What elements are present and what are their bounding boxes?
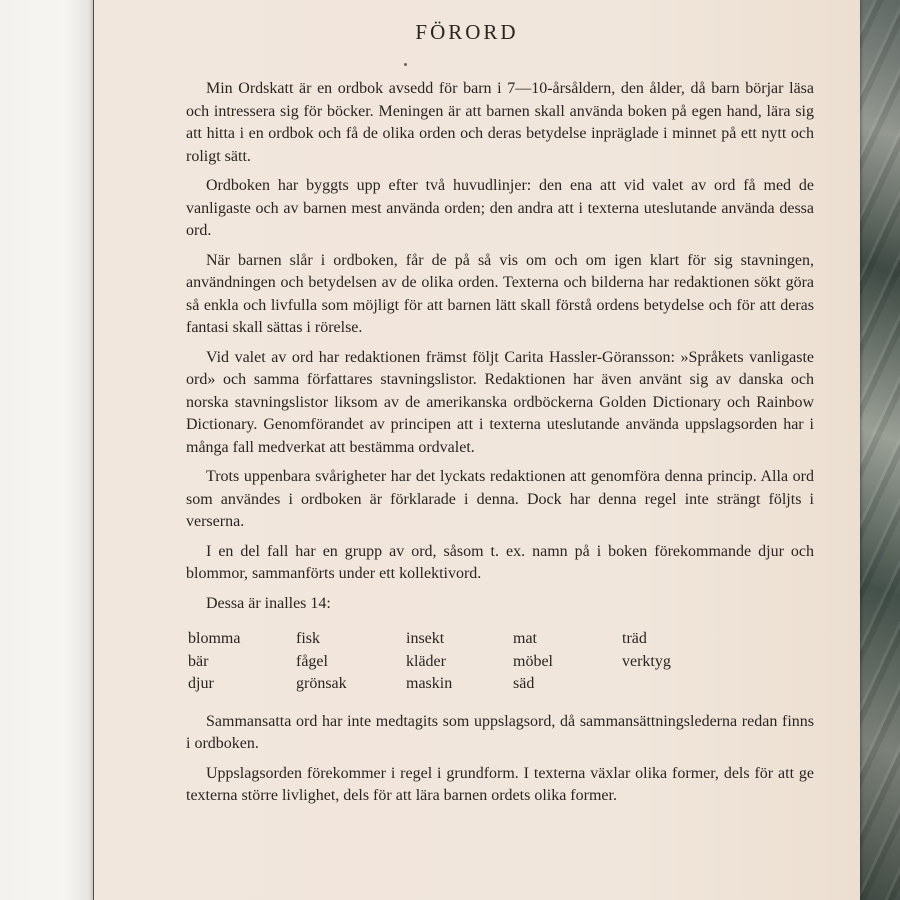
paragraph: I en del fall har en grupp av ord, såsom t. ex. namn på i boken förekommande djur och blommor, sammanförts under ett kollektivord. xyxy=(186,542,814,582)
paragraph: Vid valet av ord har redaktionen främst följt Carita Hassler-Göransson: »Språkets vanligaste ord» och samma författares stavningslistor. Redaktionen har även använt sig av danska och norska stavningslistor liksom av de amerikanska ordböckerna Golden Dictionary och Rainbow Dictionary. Genomförandet av principen att i texterna uteslutande använda uppslagsorden har i många fall medverkat att bestämma ordvalet. xyxy=(186,348,814,456)
collective-word: blomma xyxy=(188,630,241,647)
book-page xyxy=(94,0,860,900)
collective-word: djur xyxy=(188,675,214,692)
paragraph: Uppslagsorden förekommer i regel i grundform. I texterna växlar olika former, dels för att ge texterna större livlighet, dels för att lära barnen ordets olika former. xyxy=(186,764,814,804)
paragraph: När barnen slår i ordboken, får de på så vis om och om igen klart för sig stavningen, användningen och betydelsen av de olika orden. Texterna och bilderna har redaktionen sökt göra så enkla och livfulla som möjligt för att barnen lätt skall förstå ordens betydelse och för att deras fantasi skall sättas i rörelse. xyxy=(186,251,814,336)
preface-body xyxy=(186,78,814,815)
collective-word-list xyxy=(188,628,814,696)
count-line: Dessa är inalles 14: xyxy=(206,594,331,612)
collective-word: maskin xyxy=(406,675,453,692)
collective-word: säd xyxy=(513,675,535,692)
collective-word: fisk xyxy=(296,630,320,647)
paragraph: Sammansatta ord har inte medtagits som uppslagsord, då sammansättningslederna redan finns i ordboken. xyxy=(186,712,814,752)
ornament-dot xyxy=(404,63,407,66)
paragraph: Ordboken har byggts upp efter två huvudlinjer: den ena att vid valet av ord få med de vanligaste och av barnen mest använda orden; den andra att i texterna uteslutande använda dessa ord. xyxy=(186,177,814,239)
paragraph: Min Ordskatt är en ordbok avsedd för barn i 7—10-årsåldern, den ålder, då barn börjar läsa och intressera sig för böcker. Meningen är att barnen skall använda boken på egen hand, lära sig att hitta i en ordbok och få de olika orden och deras betydelse inpräglade i minnet på ett nytt och roligt sätt. xyxy=(186,80,814,165)
paragraph: Trots uppenbara svårigheter har det lyckats redaktionen att genomföra denna princip. Alla ord som användes i ordboken är förklarade i denna. Dock har denna regel inte strängt följts i verserna. xyxy=(186,468,814,530)
collective-word: fågel xyxy=(296,652,328,670)
collective-word: möbel xyxy=(513,652,553,670)
collective-word: träd xyxy=(622,630,647,647)
collective-word: insekt xyxy=(406,630,445,647)
collective-word xyxy=(622,673,712,696)
page-title: FÖRORD xyxy=(415,20,519,44)
collective-word: kläder xyxy=(406,652,446,670)
collective-word: mat xyxy=(513,630,537,647)
left-page xyxy=(0,0,93,900)
collective-word: bär xyxy=(188,652,209,670)
collective-word: grönsak xyxy=(296,675,347,692)
collective-word: verktyg xyxy=(622,652,671,670)
